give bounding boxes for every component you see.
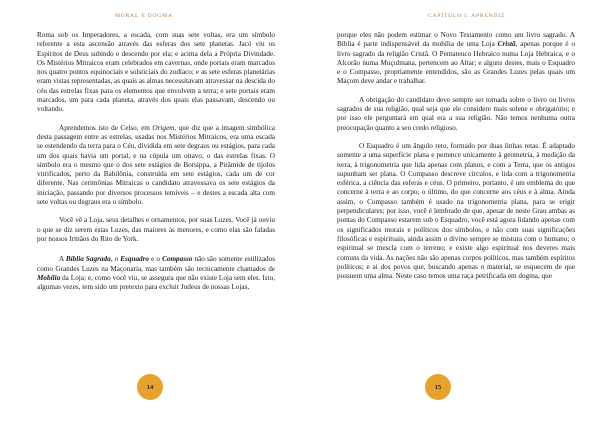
text-run: A [59,255,66,264]
paragraph [337,142,575,281]
text-run: , apenas porque é o livro sagrado da religião Cristã. O Pentateuco Hebraico numa Loja Hebraica, e o Alcorão numa Muçulmana, pertencem ao Altar; e alguns destes, mais o Esquadro e o Compasso, propriamente entendidos, são as Grandes Luzes pelas quais um Maçom deve andar e trabalhar. [337,40,575,86]
right-page [300,0,600,425]
text-run: , que diz que a imagem simbólica desta passagem entre as estrelas, usadas nos Mistérios Mitraicos, era uma escada se estendendo da terra para o Céu, dividida em sete degraus ou estágios, para cada um dos quais havia um portal, e na cúpula um oitavo, o das estrelas fixas. O símbolo era o mesmo que o dos sete estágios de Borsippa, a Pirâmide de tijolos vitrificados, perto da Babilônia, construída em sete estágios, cada um de cor diferente. Nas cerimônias Mitraicas o candidato atravessava os sete estágios da iniciação, passando por diversos processos temíveis – e destes a escada alta com sete voltas ou degraus era o símbolo. [37,123,275,207]
text-run: Roma sob os Imperadores, a escada, com suas sete voltas, era um símbolo referente a esta ascensão através das esferas dos sete planetas. Jacó viu os Espíritos de Deus subindo e descendo por ela; e acima dela a Própria Divindade. Os Mistérios Mitraicos eram celebrados em cavernas, onde portais eram marcados nos quatro pontos equinociais e solsticiais do zodíaco; e as sete esferas planetárias eram vistas representadas, as quais as almas necessitavam atravessar na descida do céu das estrelas fixas para os elementos que envolvem a terra; e sete portais eram marcados, um para cada planeta, através dos quais elas passavam, descendo ou voltando. [37,31,275,114]
text-run: A obrigação do candidato deve sempre ser tomada sobre o livro ou livros sagrados de sua religião, qual seja que ele considere mais solene e obrigatório; e por isso ele perguntará em qual era a sua religião. Não temos nenhuma outra preocupação quanto a seu credo religioso. [337,95,575,132]
paragraph [37,255,275,292]
text-run: Você vê a Loja, seus detalhes e ornamentos, por suas Luzes. Você já ouviu o que se diz serem estas Luzes, das maiores às menores, e como elas são faladas por nossos Irmãos do Rito de York. [37,216,275,243]
running-header: CAPÍTULO I: APRENDIZ [428,13,506,19]
emphasized-term: Compasso [162,255,193,264]
emphasized-term: Bíblia Sagrada [65,255,111,264]
emphasized-term: Mobília [37,273,61,282]
text-run: O Esquadro é um ângulo reto, formado por duas linhas retas. É adaptado somente a uma superfície plana e pertence unicamente à geometria, à medição da terra, à trigonometria que lida apenas com planos, e com a Terra, que os antigos supunham ser plana. O Compasso descreve círculos, e lida com a trigonometria esférica, a ciência das esferas e céus. O primeiro, portanto, é um emblema do que concerne à terra e ao corpo; o último, do que concerne aos céus e à alma. Ainda assim, o Compasso também é usado na trigonometria plana, para se erigir perpendiculares; por isso, você é lembrado de que, apesar de neste Grau ambas as pontas do Compasso estarem sob o Esquadro, você está agora lidando apenas com os significados morais e políticos dos símbolos, e não com suas significações filosóficas e espirituais, ainda assim o divino sempre se mistura com o humano; o espiritual se mescla com o terreno; e existe algo espiritual nos deveres mais comuns da vida. As nações não são apenas corpos políticos, mas também espíritos políticos; e ai dos povos que, buscando apenas o material, se esquecem de que possuem uma alma. Neste caso temos uma raça petrificada em dogma, que [337,141,575,281]
paragraph [337,31,575,87]
text-run: não são somente estilizados como Grandes Luzes na Maçonaria, mas também são tecnicamente chamados de [37,255,275,273]
page-number: 15 [425,374,451,400]
text-column [337,31,575,281]
text-run: , o [110,255,121,264]
text-run: e o [149,255,163,264]
paragraph [337,96,575,133]
text-run: Aprendemos isto de Celso, em [59,123,153,132]
text-column [37,31,275,292]
paragraph [37,31,275,115]
running-header: MORAL E DOGMA [115,13,173,19]
emphasized-term: Origem [152,123,175,132]
paragraph [37,216,275,244]
paragraph [37,124,275,208]
text-run: da Loja; e, como você viu, se assegura que não existe Loja sem eles. Isto, algumas vezes, tem sido um pretexto para excluir Judeus de nossas Lojas, [37,273,275,292]
emphasized-term: Esquadro [120,255,150,264]
text-run: porque eles não podem estimar o Novo Testamento como um livro sagrado. A Bíblia é parte indispensável da mobília de uma Loja [337,31,575,49]
page-number: 14 [137,374,163,400]
emphasized-term: Cristã [497,40,516,49]
